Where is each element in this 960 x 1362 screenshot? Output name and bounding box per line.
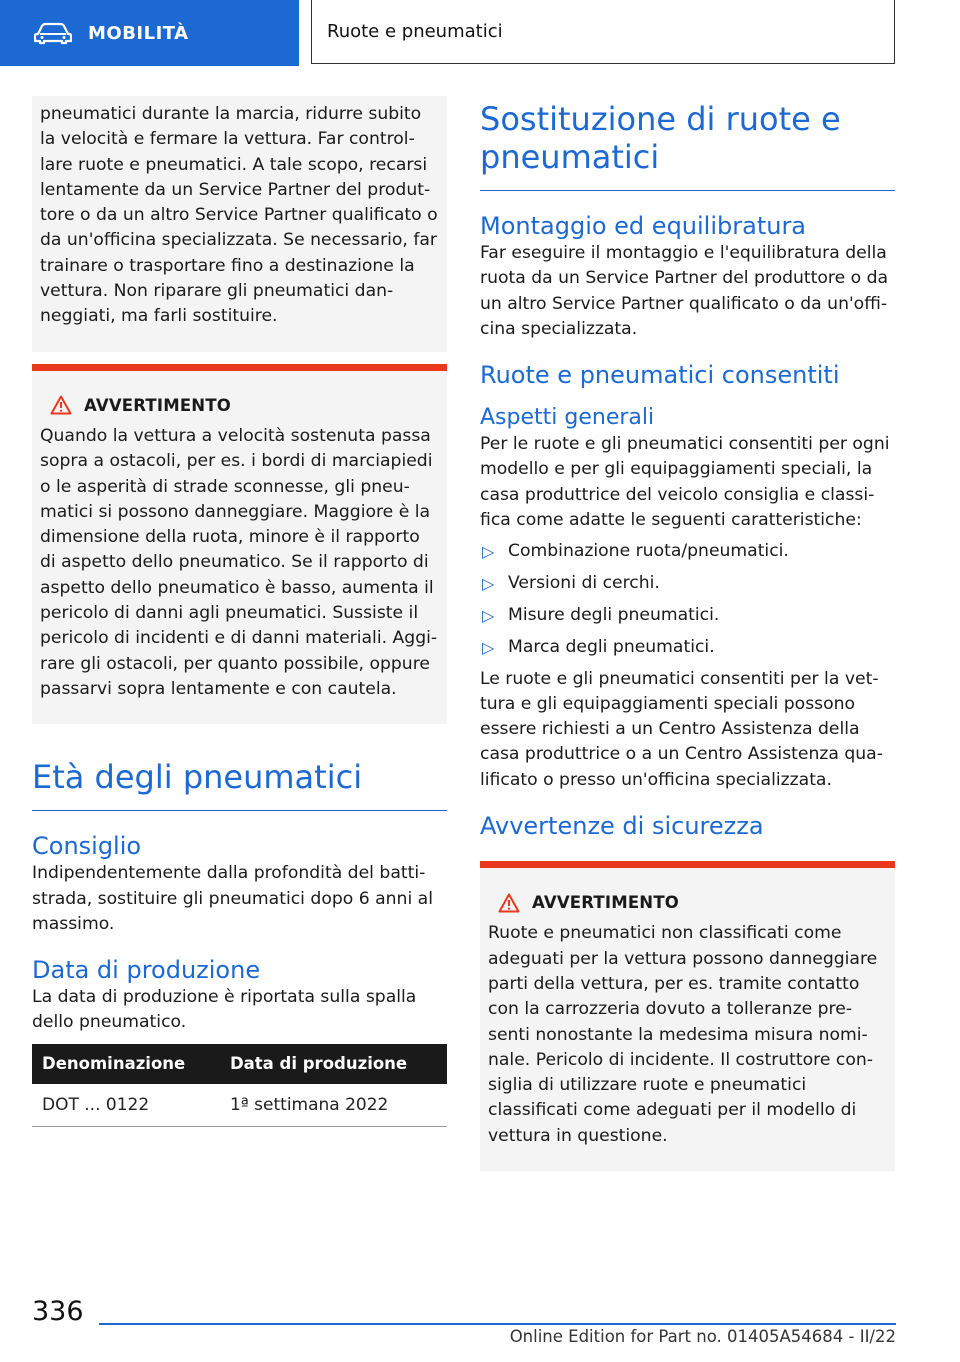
list-item-text: Marca degli pneumatici.	[508, 636, 715, 657]
section-label: Ruote e pneumatici	[327, 21, 503, 42]
subheading-production-date: Data di produzione	[32, 956, 261, 985]
list-item	[480, 635, 895, 660]
production-date-table	[32, 1044, 447, 1127]
warning-box	[32, 364, 447, 725]
chapter-label: MOBILITÀ	[88, 22, 189, 44]
warning-title: AVVERTIMENTO	[84, 395, 232, 415]
list-item-text: Versioni di cerchi.	[508, 573, 660, 594]
warning-header	[40, 393, 439, 418]
list-item-text: Misure degli pneumatici.	[508, 604, 720, 625]
table-cell: 1ª settimana 2022	[220, 1084, 447, 1127]
table-header-cell: Data di produzione	[220, 1044, 447, 1084]
allowed-text: Le ruote e gli pneumatici consentiti per la vettura e gli equipaggiamenti speciali possono essere richiesti a un Centro Assistenza della casa produttrice o a un Centro Assistenza qualificato o presso un'officina specializzata.	[480, 668, 883, 790]
list-item	[480, 539, 895, 564]
chapter-tab[interactable]	[0, 0, 299, 66]
table-row	[32, 1084, 447, 1127]
continued-warning-box	[32, 96, 447, 352]
list-item-text: Combinazione ruota/pneumatici.	[508, 541, 789, 562]
triangle-bullet-icon: ▷	[482, 637, 495, 657]
car-icon	[34, 21, 72, 45]
warning-text: Quando la vettura a velocità sostenuta passa sopra a ostacoli, per es. i bordi di marciapiedi o le asperità di strade sconnesse, gli pneumatici si possono danneggiare. Maggiore è la dimensione della ruota, minore è il rapporto di aspetto dello pneumatico. Se il rapporto di aspetto dello pneumatico è basso, aumenta il pericolo di danni agli pneumatici. Sussiste il pericolo di incidenti e di danni materiali. Aggirare gli ostacoli, per quanto possibile, oppure passarvi sopra lentamente e con cautela.	[40, 425, 438, 699]
warning-title: AVVERTIMENTO	[532, 893, 680, 913]
table-cell: DOT ... 0122	[32, 1084, 220, 1127]
section-tab[interactable]	[311, 0, 895, 64]
subheading-general: Aspetti generali	[480, 405, 655, 431]
table-header-row	[32, 1044, 447, 1084]
production-text: La data di produzione è riportata sulla spalla dello pneumatico.	[32, 987, 417, 1033]
warning-header	[488, 890, 887, 915]
mounting-text: Far eseguire il montaggio e l'equilibratura della ruota da un Service Partner del produttore o da un altro Service Partner qualificato o da un'officina specializzata.	[480, 243, 889, 339]
subheading-mounting: Montaggio ed equilibratura	[480, 212, 807, 240]
left-column	[32, 96, 447, 1127]
warning-text: Ruote e pneumatici non classificati come adeguati per la vettura possono danneggiare parti della vettura, per es. tramite contatto con la carrozzeria dovuto a tolleranze presenti nonostante la medesima misura nominale. Pericolo di incidente. Il costruttore consiglia di utilizzare ruote e pneumatici classificati come adeguati per il modello di vettura in questione.	[488, 923, 878, 1146]
list-item	[480, 603, 895, 628]
subheading-allowed-wheels: Ruote e pneumatici consentiti	[480, 361, 840, 390]
table-header-cell: Denominazione	[32, 1044, 220, 1084]
section-title-tire-age: Età degli pneumatici	[32, 758, 447, 811]
general-text: Per le ruote e gli pneumatici consentiti per ogni modello e per gli equipaggiamenti speciali, la casa produttrice del veicolo consiglia e classifica come adatte le seguenti caratteristiche:	[480, 434, 890, 531]
page-number: 336	[32, 1296, 84, 1327]
triangle-bullet-icon: ▷	[482, 574, 495, 594]
advice-text: Indipendentemente dalla profondità del battistrada, sostituire gli pneumatici dopo 6 anni al massimo.	[32, 863, 433, 934]
triangle-bullet-icon: ▷	[482, 542, 495, 562]
subheading-advice: Consiglio	[32, 832, 142, 861]
right-column	[480, 100, 895, 1171]
warning-triangle-icon	[498, 893, 520, 913]
section-title-wheel-replacement: Sostituzione di ruote e pneumatici	[480, 100, 895, 191]
warning-triangle-icon	[50, 395, 72, 415]
edition-note: Online Edition for Part no. 01405A54684 - II/22	[509, 1327, 896, 1346]
warning-box	[480, 861, 895, 1171]
subheading-safety: Avvertenze di sicurezza	[480, 812, 764, 841]
footer-divider	[99, 1323, 896, 1325]
page-header	[0, 0, 960, 66]
continued-warning-text: pneumatici durante la marcia, ridurre subito la velocità e fermare la vettura. Far controllare ruote e pneumatici. A tale scopo, recarsi lentamente da un Service Partner del produttore o da un altro Service Partner qualificato o da un'officina specializzata. Se necessario, far trainare o trasportare fino a destinazione la vettura. Non riparare gli pneumatici danneggiati, ma farli sostituire.	[40, 104, 438, 327]
characteristics-list	[480, 539, 895, 660]
list-item	[480, 571, 895, 596]
triangle-bullet-icon: ▷	[482, 605, 495, 625]
